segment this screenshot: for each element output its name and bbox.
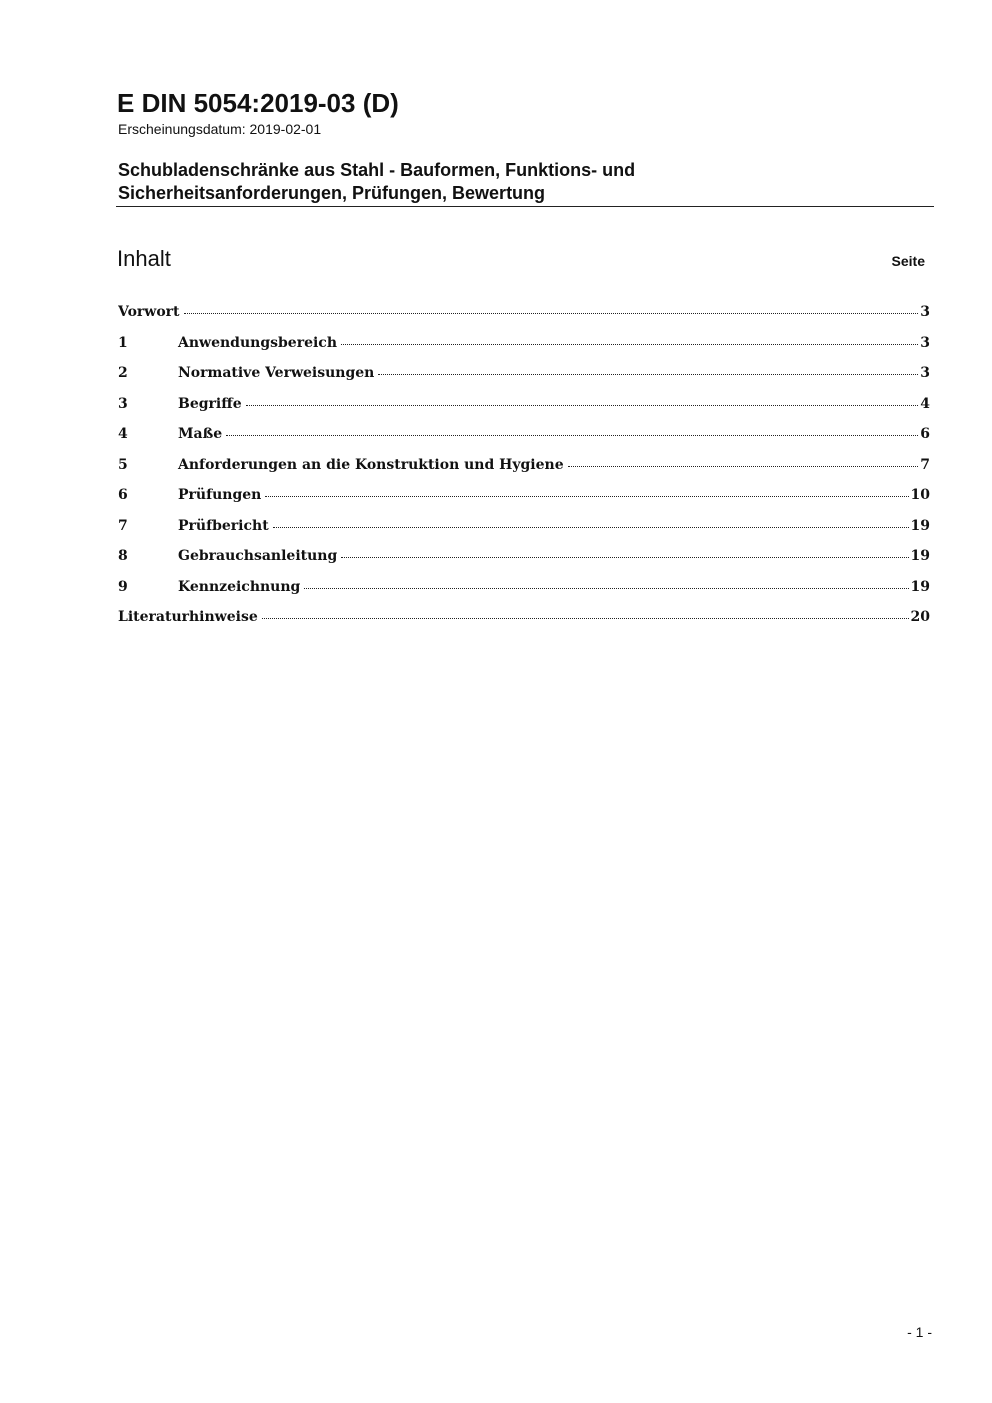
toc-entry-number: 6	[118, 487, 128, 503]
toc-entry-5[interactable]	[118, 453, 930, 484]
toc-dot-leader	[341, 556, 908, 558]
toc-entry-number: 1	[118, 334, 128, 351]
toc-entry-title[interactable]: Anforderungen an die Konstruktion und Hygiene	[178, 456, 564, 473]
toc-entry-number: 3	[118, 395, 128, 412]
footer-page-number: - 1 -	[907, 1324, 932, 1340]
document-title-line-1: Schubladenschränke aus Stahl - Bauformen, Funktions- und	[118, 160, 636, 180]
document-title-line-2: Sicherheitsanforderungen, Prüfungen, Bewertung	[118, 183, 546, 203]
toc-entry-vorwort[interactable]	[118, 300, 930, 331]
toc-entry-title[interactable]: Maße	[178, 426, 223, 442]
toc-dot-leader	[262, 617, 909, 619]
toc-entry-8[interactable]	[118, 544, 930, 575]
toc-entry-page: 10	[910, 487, 930, 503]
toc-dot-leader	[273, 526, 909, 528]
document-id: E DIN 5054:2019-03 (D)	[117, 88, 399, 118]
toc-entry-number: 9	[118, 578, 128, 595]
table-of-contents	[118, 300, 930, 636]
toc-entry-1[interactable]	[118, 331, 930, 362]
toc-dot-leader	[226, 434, 918, 436]
toc-entry-9[interactable]	[118, 575, 930, 606]
toc-entry-title[interactable]: Prüfbericht	[178, 517, 269, 534]
document-title	[118, 159, 878, 205]
toc-dot-leader	[568, 465, 919, 467]
toc-entry-page: 4	[920, 395, 930, 412]
toc-entry-7[interactable]	[118, 514, 930, 545]
toc-entry-3[interactable]	[118, 392, 930, 423]
toc-entry-number: 5	[118, 456, 128, 473]
toc-entry-page: 19	[910, 517, 930, 534]
title-divider	[116, 206, 934, 207]
toc-entry-title[interactable]: Prüfungen	[178, 487, 262, 503]
toc-entry-title[interactable]: Kennzeichnung	[178, 578, 301, 595]
toc-entry-title[interactable]: Anwendungsbereich	[178, 334, 337, 351]
toc-entry-number: 8	[118, 548, 128, 564]
toc-dot-leader	[184, 312, 919, 314]
toc-entry-title[interactable]: Gebrauchsanleitung	[178, 548, 338, 564]
toc-entry-title[interactable]: Normative Verweisungen	[178, 365, 375, 381]
toc-entry-number: 7	[118, 517, 128, 534]
toc-entry-page: 6	[920, 426, 930, 442]
toc-heading: Inhalt	[117, 246, 171, 271]
toc-entry-number: 4	[118, 426, 128, 442]
toc-page-column-label: Seite	[891, 253, 925, 269]
toc-entry-page: 19	[910, 548, 930, 564]
toc-dot-leader	[341, 343, 918, 345]
toc-entry-title[interactable]: Begriffe	[178, 395, 242, 412]
toc-dot-leader	[304, 587, 908, 589]
toc-dot-leader	[378, 373, 918, 375]
toc-entry-page: 3	[920, 304, 930, 320]
toc-dot-leader	[265, 495, 908, 497]
toc-entry-2[interactable]	[118, 361, 930, 392]
toc-entry-page: 19	[910, 578, 930, 595]
toc-entry-page: 20	[910, 609, 930, 625]
publication-date: Erscheinungsdatum: 2019-02-01	[118, 121, 322, 137]
toc-entry-page: 3	[920, 334, 930, 351]
toc-entry-title[interactable]: Vorwort	[118, 304, 180, 320]
toc-entry-page: 7	[920, 456, 930, 473]
toc-entry-6[interactable]	[118, 483, 930, 514]
toc-entry-number: 2	[118, 365, 128, 381]
toc-entry-page: 3	[920, 365, 930, 381]
toc-dot-leader	[246, 404, 919, 406]
toc-entry-title[interactable]: Literaturhinweise	[118, 609, 258, 625]
toc-entry-4[interactable]	[118, 422, 930, 453]
toc-entry-literaturhinweise[interactable]	[118, 605, 930, 636]
